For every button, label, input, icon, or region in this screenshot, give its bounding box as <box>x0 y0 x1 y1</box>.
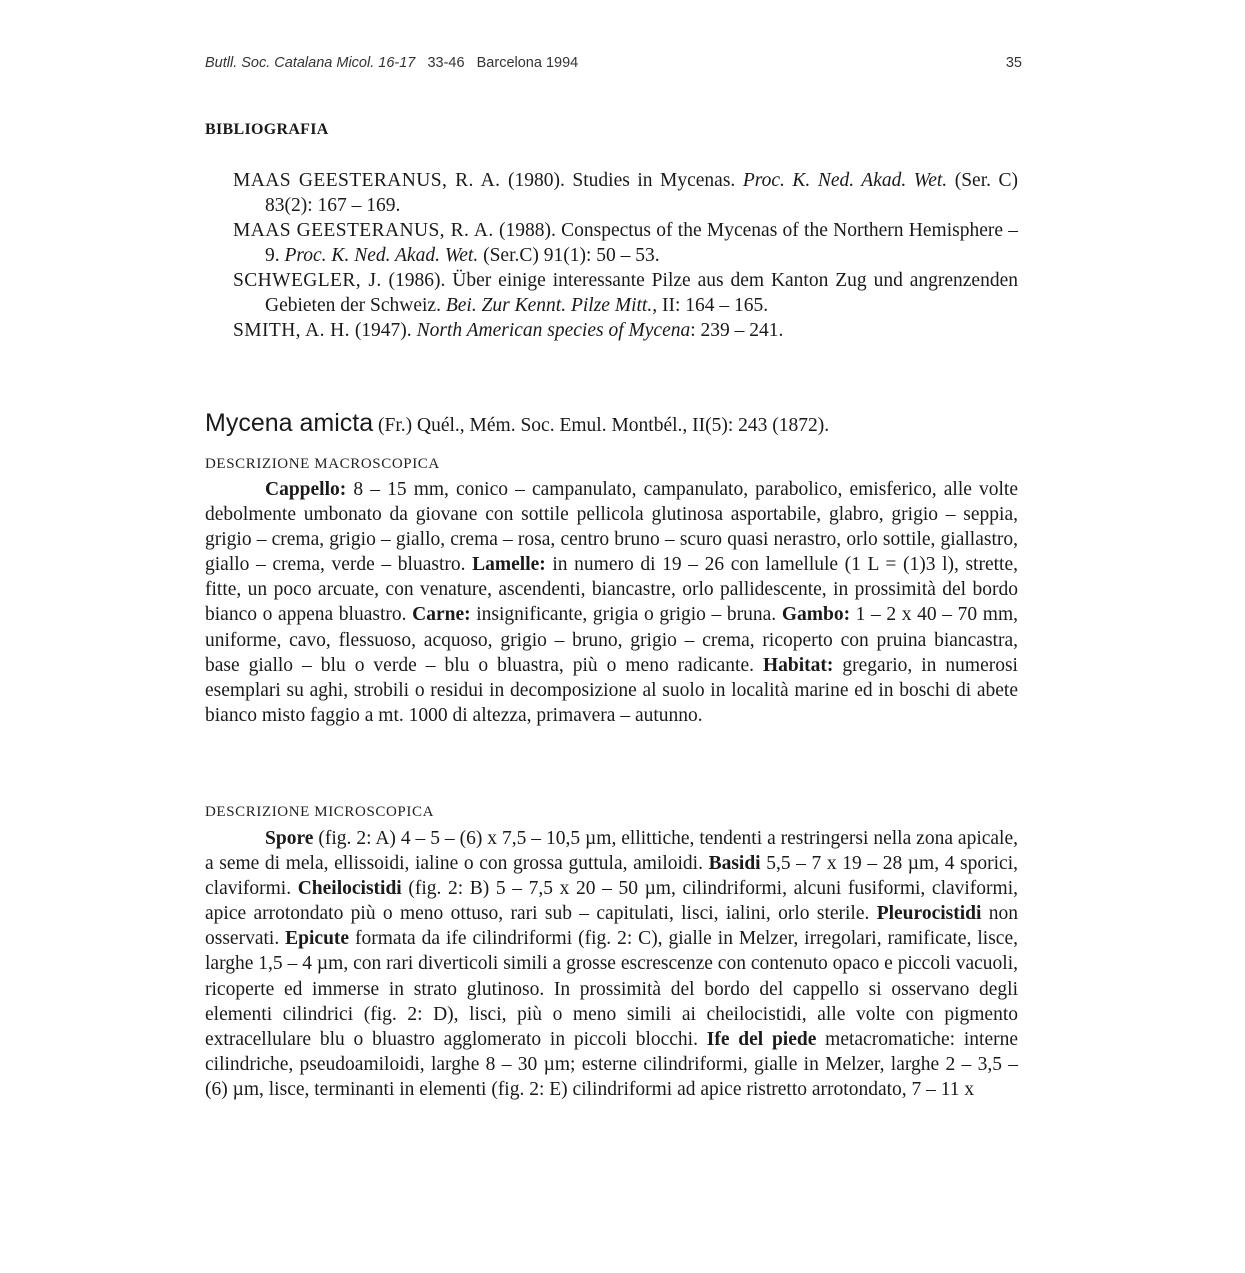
reference-item <box>233 318 1018 343</box>
term-text: non osservati. <box>205 903 1018 950</box>
macroscopic-description <box>205 477 1018 728</box>
macroscopic-heading: DESCRIZIONE MACROSCOPICA <box>205 456 440 472</box>
term-label: Spore <box>265 828 314 849</box>
term-text: (fig. 2: A) 4 – 5 – (6) x 7,5 – 10,5 µm, ellittiche, tendenti a restringersi nella zona apicale, a seme di mela, ellissoidi, ialine o con grossa guttula, amiloidi. <box>205 828 1018 875</box>
reference-details: (Ser. C) 83(2): 167 – 169. <box>265 170 1019 216</box>
microscopic-description <box>205 826 1018 1102</box>
term-label: Epicute <box>285 928 350 950</box>
term-label: Lamelle: <box>472 554 546 576</box>
term-label: Habitat: <box>763 654 834 676</box>
term-text: metacromatiche: interne cilindriche, pseudoamiloidi, larghe 8 – 30 µm; esterne cilindriformi, gialle in Melzer, larghe 2 – 3,5 – (6) µm, lisce, terminanti in elementi (fig. 2: E) cilindriformi ad apice ristretto arrotondato, 7 – 11 x <box>205 1028 1018 1100</box>
reference-author: SMITH, A. H. <box>233 320 350 341</box>
term-label: Cheilocistidi <box>297 878 402 900</box>
reference-journal: Proc. K. Ned. Akad. Wet. <box>742 170 948 191</box>
term-label: Pleurocistidi <box>876 903 982 925</box>
term-label: Gambo: <box>781 604 851 626</box>
microscopic-heading: DESCRIZIONE MICROSCOPICA <box>205 804 435 820</box>
term-text: insignificante, grigia o grigio – bruna. <box>470 604 782 626</box>
reference-item <box>233 268 1018 318</box>
journal-citation: Butll. Soc. Catalana Micol. 16-17 <box>205 55 416 71</box>
reference-details: (Ser.C) 91(1): 50 – 53. <box>483 245 660 266</box>
reference-title: Studies in Mycenas. <box>572 170 736 191</box>
term-text: 5,5 – 7 x 19 – 28 µm, 4 sporici, claviformi. <box>205 853 1018 900</box>
reference-details: : 239 – 241. <box>690 320 784 341</box>
reference-journal: Proc. K. Ned. Akad. Wet. <box>284 245 479 266</box>
reference-item <box>233 168 1018 218</box>
page-number: 35 <box>1005 55 1022 71</box>
reference-list <box>233 168 1018 343</box>
species-citation: (Fr.) Quél., Mém. Soc. Emul. Montbél., II(5): 243 (1872). <box>378 415 830 436</box>
reference-year: (1980). <box>507 170 565 191</box>
reference-year: (1947). <box>354 320 412 341</box>
reference-title: Conspectus of the Mycenas of the Northern Hemisphere – 9. <box>265 220 1019 266</box>
reference-journal: Bei. Zur Kennt. Pilze Mitt. <box>445 295 653 316</box>
reference-author: MAAS GEESTERANUS, R. A. <box>233 170 501 191</box>
term-text: 1 – 2 x 40 – 70 mm, uniforme, cavo, flessuoso, acquoso, grigio – bruno, grigio – crema, ricoperto con pruina biancastra, base giallo – blu o verde – blu o bluastra, più o meno radicante. <box>205 604 1018 676</box>
term-label: Carne: <box>412 604 471 626</box>
term-label: Ife del piede <box>706 1028 817 1050</box>
term-text: (fig. 2: B) 5 – 7,5 x 20 – 50 µm, cilindriformi, alcuni fusiformi, claviformi, apice arrotondato più o meno ottuso, rari sub – capitulati, lisci, ialini, orlo sterile. <box>205 878 1019 925</box>
reference-title: Über einige interessante Pilze aus dem Kanton Zug und angrenzenden Gebieten der Schweiz. <box>265 270 1018 316</box>
term-text: gregario, in numerosi esemplari su aghi, strobili o residui in decomposizione al suolo in località marine ed in boschi di abete bianco misto faggio a mt. 1000 di altezza, primavera – autunno. <box>205 654 1018 726</box>
species-title <box>205 409 1022 438</box>
species-name: Mycena amicta <box>205 409 374 437</box>
reference-author: SCHWEGLER, J. <box>233 270 382 291</box>
term-label: Cappello: <box>265 479 347 500</box>
term-text: 8 – 15 mm, conico – campanulato, campanulato, parabolico, emisferico, alle volte debolmente umbonato da giovane con sottile pellicola glutinosa asportabile, glabro, grigio – seppia, grigio – crema, grigio – giallo, crema – rosa, centro bruno – scuro quasi nerastro, orlo sottile, giallastro, giallo – crema, verde – bluastro. <box>205 479 1018 576</box>
reference-author: MAAS GEESTERANUS, R. A. <box>233 220 494 241</box>
reference-year: (1988). <box>498 220 556 241</box>
reference-item <box>233 218 1018 268</box>
reference-year: (1986). <box>388 270 446 291</box>
bibliography-heading: BIBLIOGRAFIA <box>205 121 329 138</box>
term-label: Basidi <box>708 853 761 875</box>
reference-journal: North American species of Mycena <box>416 320 691 341</box>
running-header <box>205 55 1022 77</box>
term-text: formata da ife cilindriformi (fig. 2: C), gialle in Melzer, irregolari, ramificate, lisce, larghe 1,5 – 4 µm, con rari diverticoli simili a grosse escrescenze con contenuto opaco e piccoli vacuoli, ricoperte ed immerse in strato glutinoso. In prossimità del bordo del cappello si osservano degli elementi cilindrici (fig. 2: D), lisci, più o meno simili ai cheilocistidi, alle volte con pigmento extracellulare blu o bluastro agglomerato in piccoli blocchi. <box>205 928 1018 1050</box>
reference-details: , II: 164 – 165. <box>652 295 769 316</box>
place-year: Barcelona 1994 <box>476 55 579 71</box>
term-text: in numero di 19 – 26 con lamellule (1 L = (1)3 l), strette, fitte, un poco arcuate, con venature, ascendenti, biancastre, orlo pallidescente, in prossimità del bordo bianco o appena bluastro. <box>205 554 1018 626</box>
article-pages: 33-46 <box>427 55 465 71</box>
